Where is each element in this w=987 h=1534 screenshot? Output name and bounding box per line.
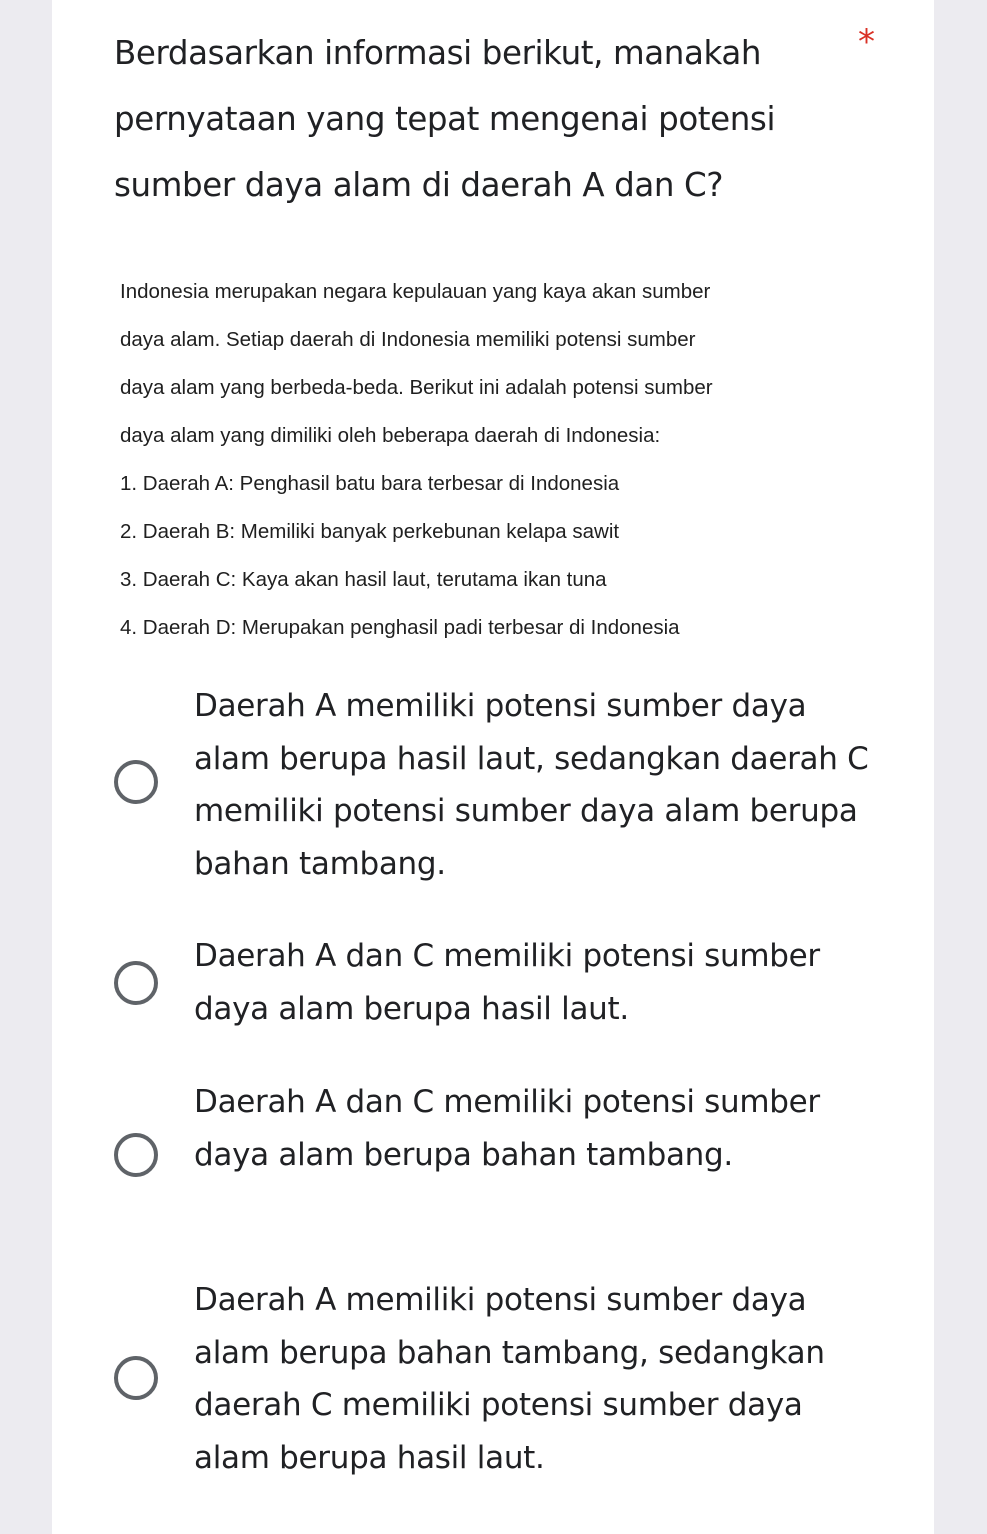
passage-line: daya alam yang dimiliki oleh beberapa daerah di Indonesia: xyxy=(120,424,661,447)
answer-option-label: Daerah A memiliki potensi sumber daya alam berupa bahan tambang, sedangkan daerah C memiliki potensi sumber daya alam berupa hasil laut. xyxy=(194,1282,825,1476)
region-list-item: 3. Daerah C: Kaya akan hasil laut, terutama ikan tuna xyxy=(120,568,607,591)
passage-line: daya alam yang berbeda-beda. Berikut ini adalah potensi sumber xyxy=(120,376,713,399)
question-title: Berdasarkan informasi berikut, manakah pernyataan yang tepat mengenai potensi sumber daya alam di daerah A dan C? xyxy=(114,34,776,204)
region-list-item: 4. Daerah D: Merupakan penghasil padi terbesar di Indonesia xyxy=(120,616,680,639)
radio-button[interactable] xyxy=(114,760,158,804)
radio-button[interactable] xyxy=(114,1356,158,1400)
region-list-item: 2. Daerah B: Memiliki banyak perkebunan kelapa sawit xyxy=(120,520,620,543)
answer-option-1[interactable] xyxy=(52,676,934,886)
answer-option-label: Daerah A dan C memiliki potensi sumber daya alam berupa hasil laut. xyxy=(194,938,820,1027)
radio-button[interactable] xyxy=(114,961,158,1005)
region-list-item: 1. Daerah A: Penghasil batu bara terbesar di Indonesia xyxy=(120,472,620,495)
answer-option-3[interactable] xyxy=(52,1072,934,1232)
required-marker: * xyxy=(858,22,875,62)
radio-button[interactable] xyxy=(114,1133,158,1177)
passage-line: Indonesia merupakan negara kepulauan yang kaya akan sumber xyxy=(120,280,711,303)
answer-option-4[interactable] xyxy=(52,1270,934,1484)
passage-line: daya alam. Setiap daerah di Indonesia memiliki potensi sumber xyxy=(120,328,696,351)
answer-option-label: Daerah A memiliki potensi sumber daya alam berupa hasil laut, sedangkan daerah C memiliki potensi sumber daya alam berupa bahan tambang. xyxy=(194,688,869,882)
answer-option-2[interactable] xyxy=(52,926,934,1036)
question-passage xyxy=(120,268,840,652)
question-card xyxy=(52,0,934,1534)
answer-option-label: Daerah A dan C memiliki potensi sumber daya alam berupa bahan tambang. xyxy=(194,1084,820,1173)
region-list xyxy=(120,460,840,652)
